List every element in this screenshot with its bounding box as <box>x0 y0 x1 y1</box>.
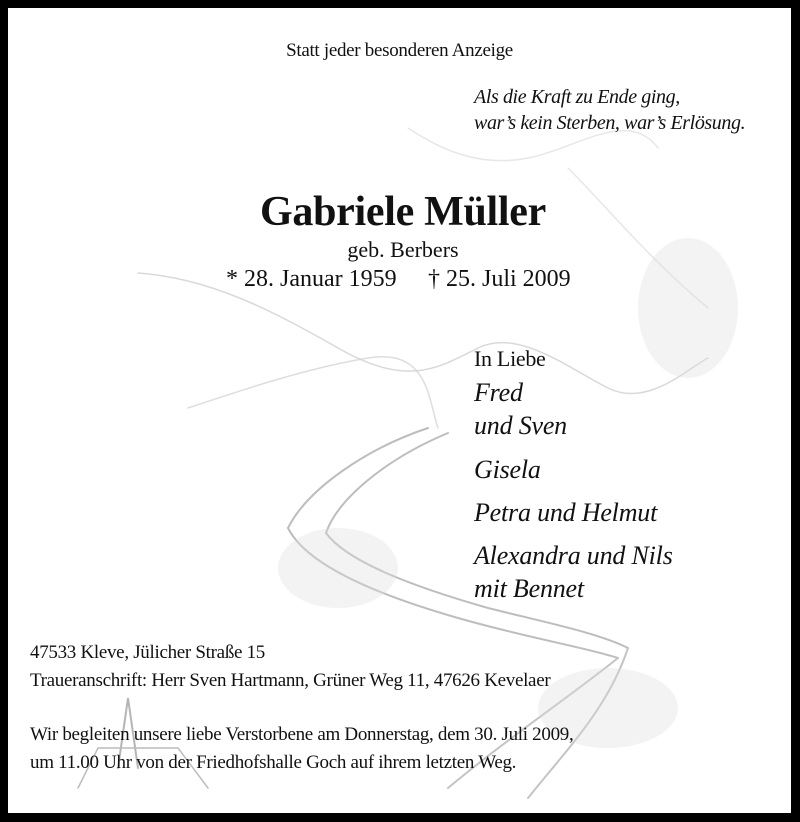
mourner-line: Alexandra und Nils <box>474 541 673 570</box>
funeral-info-line-2: um 11.00 Uhr von der Friedhofshalle Goch auf ihrem letzten Weg. <box>30 752 517 773</box>
obituary-notice <box>8 8 791 813</box>
birth-name: geb. Berbers <box>347 237 459 262</box>
death-date: † 25. Juli 2009 <box>428 266 571 292</box>
home-address: 47533 Kleve, Jülicher Straße 15 <box>30 642 266 663</box>
mourner-line: Fred <box>474 378 523 407</box>
mourner-line: Petra und Helmut <box>474 498 658 527</box>
mourner-line: mit Bennet <box>474 574 584 603</box>
mourner-line: Gisela <box>474 455 541 484</box>
deceased-name: Gabriele Müller <box>260 189 546 235</box>
in-love-label: In Liebe <box>474 346 546 371</box>
birth-date: * 28. Januar 1959 <box>226 266 397 292</box>
motto-line-1: Als die Kraft zu Ende ging, <box>474 86 680 108</box>
header-note: Statt jeder besonderen Anzeige <box>286 40 513 61</box>
mourning-address: Traueranschrift: Herr Sven Hartmann, Grüner Weg 11, 47626 Kevelaer <box>30 670 551 691</box>
mourner-line: und Sven <box>474 411 567 440</box>
funeral-info-line-1: Wir begleiten unsere liebe Verstorbene am Donnerstag, dem 30. Juli 2009, <box>30 724 574 745</box>
motto-line-2: war’s kein Sterben, war’s Erlösung. <box>474 112 746 134</box>
